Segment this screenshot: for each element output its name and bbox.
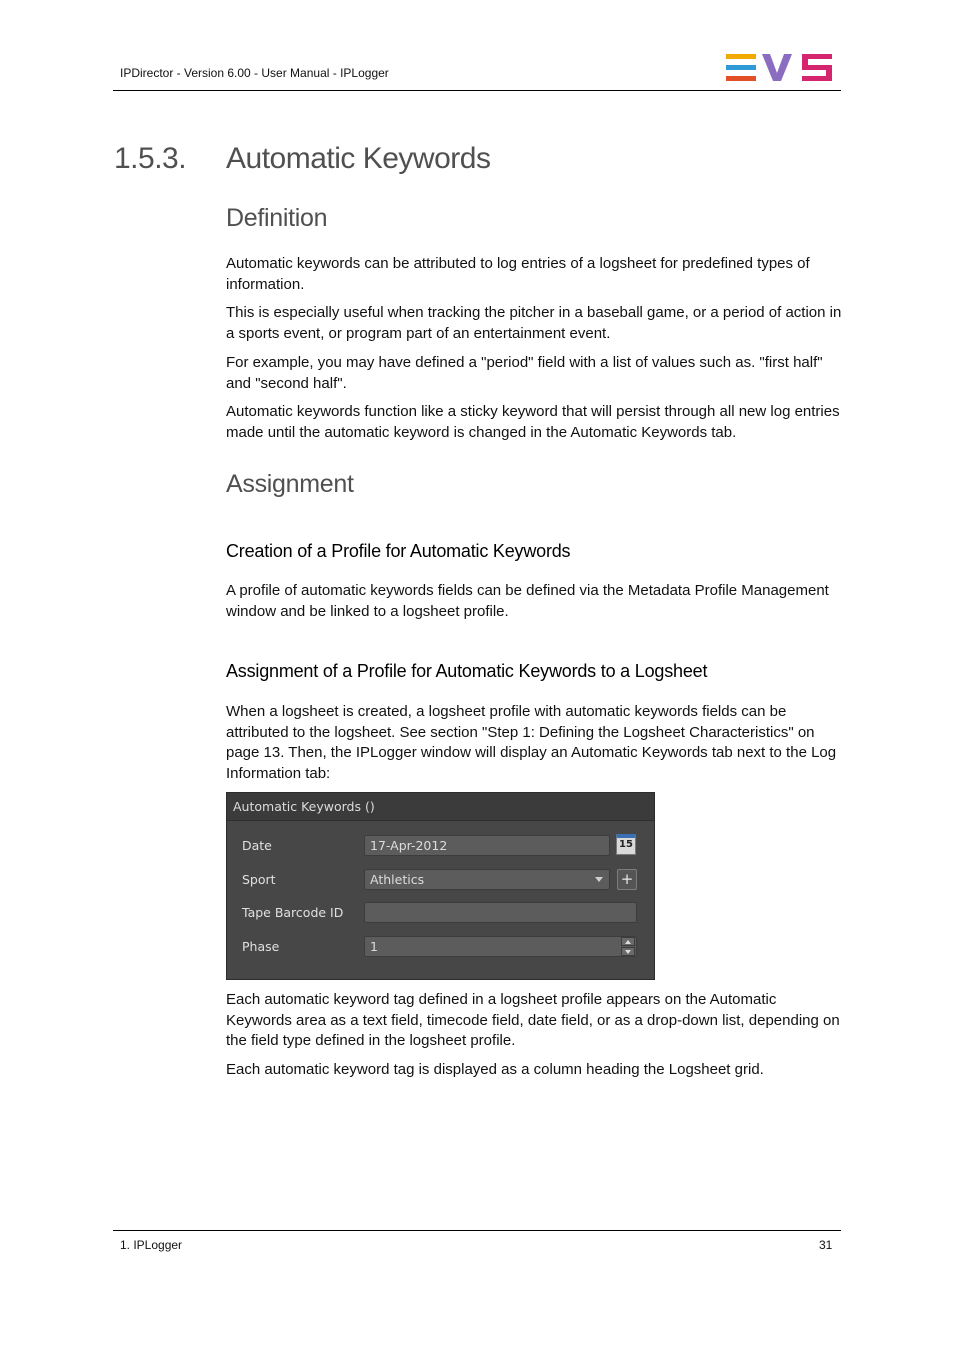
phase-stepper[interactable] xyxy=(364,936,637,957)
logo-s-bottom xyxy=(802,65,832,81)
definition-paragraph-4: Automatic keywords function like a sticky keyword that will persist through all new log entries made until the automatic keyword is changed in the Automatic Keywords tab. xyxy=(226,403,840,441)
definition-paragraph-2: This is especially useful when tracking the pitcher in a baseball game, or a period of action in a sports event, or program part of an entertainment event. xyxy=(226,304,842,342)
phase-label: Phase xyxy=(242,939,280,954)
panel-title: Automatic Keywords () xyxy=(227,793,654,821)
logo-v xyxy=(762,54,792,81)
chevron-down-icon xyxy=(595,877,603,882)
sport-dropdown[interactable] xyxy=(364,869,610,890)
running-header: IPDirector - Version 6.00 - User Manual - IPLogger xyxy=(120,66,389,80)
tape-barcode-label: Tape Barcode ID xyxy=(242,905,344,920)
assignment-subheading: Assignment of a Profile for Automatic Keywords to a Logsheet xyxy=(226,661,708,681)
creation-subheading: Creation of a Profile for Automatic Keywords xyxy=(226,541,571,561)
page-number: 31 xyxy=(819,1238,833,1252)
increment-arrow-icon[interactable] xyxy=(621,937,635,946)
definition-paragraph-1: Automatic keywords can be attributed to log entries of a logsheet for predefined types of information. xyxy=(226,255,810,293)
after-panel-paragraph-2: Each automatic keyword tag is displayed as a column heading the Logsheet grid. xyxy=(226,1061,764,1078)
definition-paragraph-3: For example, you may have defined a "period" field with a list of values such as. "first half" and "second half". xyxy=(226,354,823,392)
footer-rule xyxy=(113,1230,841,1231)
logo-bar-3 xyxy=(726,76,756,81)
evs-logo xyxy=(726,54,834,82)
date-field[interactable]: 17-Apr-2012 xyxy=(364,835,610,856)
creation-paragraph: A profile of automatic keywords fields can be defined via the Metadata Profile Management window and be linked to a logsheet profile. xyxy=(226,582,829,620)
after-panel-paragraph-1: Each automatic keyword tag defined in a logsheet profile appears on the Automatic Keywords area as a text field, timecode field, date field, or as a drop-down list, depending on the field type defined in the logsheet profile. xyxy=(226,991,840,1049)
section-number: 1.5.3. xyxy=(114,142,187,175)
definition-heading: Definition xyxy=(226,204,328,232)
footer-chapter: 1. IPLogger xyxy=(120,1238,183,1252)
sport-label: Sport xyxy=(242,872,276,887)
assignment-heading: Assignment xyxy=(226,470,354,498)
logo-bar-1 xyxy=(726,54,756,59)
header-rule xyxy=(113,90,841,91)
automatic-keywords-panel xyxy=(226,792,655,980)
logo-s-top xyxy=(802,54,832,65)
calendar-icon[interactable]: 15 xyxy=(616,834,636,855)
tape-barcode-field[interactable] xyxy=(364,902,637,923)
logo-bar-2 xyxy=(726,65,756,70)
add-value-button[interactable]: + xyxy=(617,869,637,890)
assignment-paragraph: When a logsheet is created, a logsheet profile with automatic keywords fields can be attributed to the logsheet. See section "Step 1: Defining the Logsheet Characteristics" on page 13. Then, the IPLogger window will display an Automatic Keywords tab next to the Log Information tab: xyxy=(226,703,837,782)
section-title: Automatic Keywords xyxy=(226,142,491,175)
decrement-arrow-icon[interactable] xyxy=(621,947,635,956)
phase-value: 1 xyxy=(370,939,378,954)
date-label: Date xyxy=(242,838,272,853)
sport-value: Athletics xyxy=(370,872,425,887)
